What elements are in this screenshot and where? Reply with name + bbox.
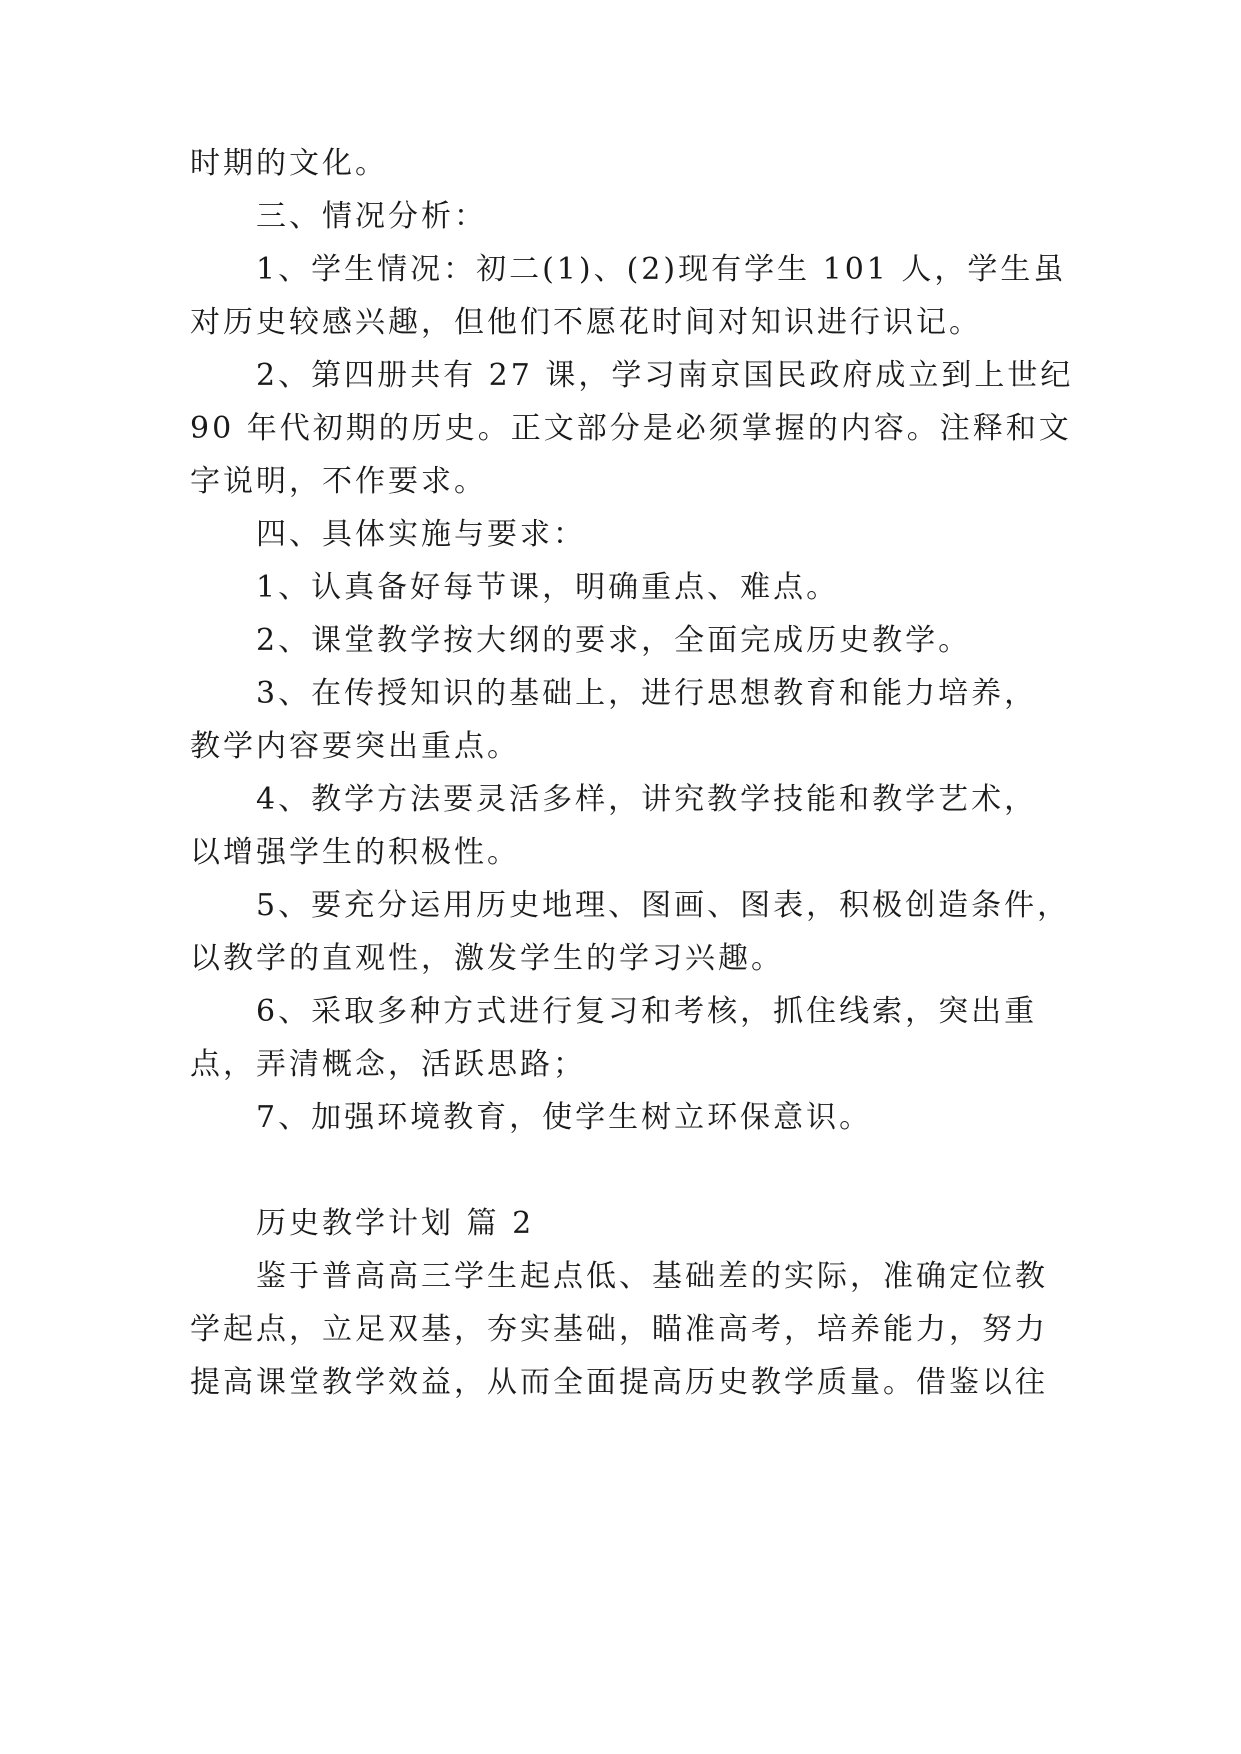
text-line: 3、在传授知识的基础上，进行思想教育和能力培养，	[256, 676, 1038, 711]
text-line: 对历史较感兴趣，但他们不愿花时间对知识进行识记。	[190, 305, 982, 340]
text-line: 1、学生情况：初二(1)、(2)现有学生 101 人，学生虽	[256, 252, 1067, 287]
text-line: 字说明，不作要求。	[190, 464, 487, 499]
article-title: 历史教学计划 篇 2	[256, 1206, 535, 1241]
text-line: 4、教学方法要灵活多样，讲究教学技能和教学艺术，	[256, 782, 1038, 817]
text-line: 鉴于普高高三学生起点低、基础差的实际，准确定位教	[256, 1259, 1048, 1294]
text-line: 提高课堂教学效益，从而全面提高历史教学质量。借鉴以往	[190, 1365, 1048, 1400]
text-line: 90 年代初期的历史。正文部分是必须掌握的内容。注释和文	[190, 411, 1072, 446]
section-heading: 四、具体实施与要求：	[256, 517, 586, 552]
text-line: 2、课堂教学按大纲的要求，全面完成历史教学。	[256, 623, 972, 658]
text-line: 1、认真备好每节课，明确重点、难点。	[256, 570, 840, 605]
text-line: 7、加强环境教育，使学生树立环保意识。	[256, 1100, 873, 1135]
text-line: 点，弄清概念，活跃思路；	[190, 1047, 586, 1082]
text-line: 时期的文化。	[190, 146, 388, 181]
text-line: 教学内容要突出重点。	[190, 729, 520, 764]
text-line: 学起点，立足双基，夯实基础，瞄准高考，培养能力，努力	[190, 1312, 1048, 1347]
text-line: 5、要充分运用历史地理、图画、图表，积极创造条件，	[256, 888, 1071, 923]
text-line: 2、第四册共有 27 课，学习南京国民政府成立到上世纪	[256, 358, 1074, 393]
text-line: 以增强学生的积极性。	[190, 835, 520, 870]
text-line: 以教学的直观性，激发学生的学习兴趣。	[190, 941, 784, 976]
text-line: 6、采取多种方式进行复习和考核，抓住线索，突出重	[256, 994, 1038, 1029]
section-heading: 三、情况分析：	[256, 199, 487, 234]
